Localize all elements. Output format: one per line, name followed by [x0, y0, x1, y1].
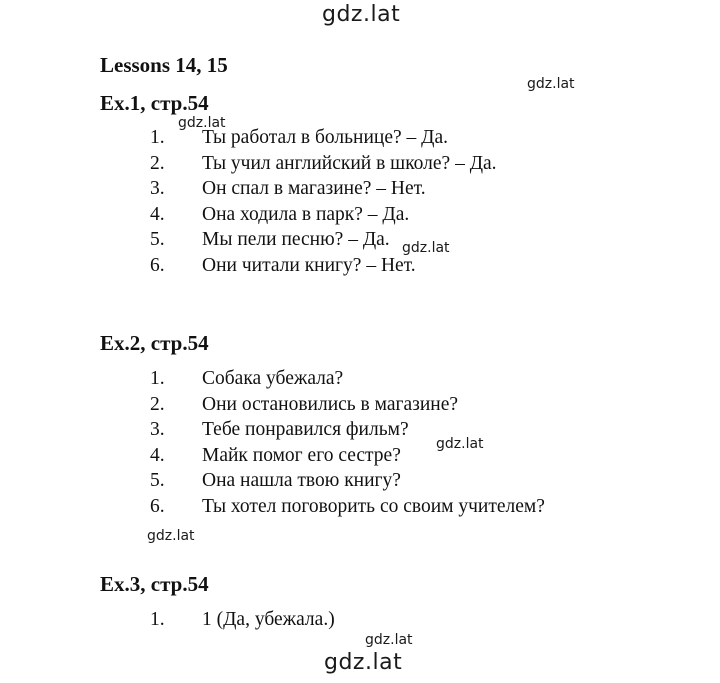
item-number: 6.: [150, 254, 165, 276]
item-number: 1.: [150, 609, 165, 630]
watermark-bottom: gdz.lat: [324, 650, 403, 675]
list-item: [150, 443, 545, 469]
item-number: 2.: [150, 393, 165, 415]
item-number: 6.: [150, 495, 165, 517]
item-text: Собака убежала?: [202, 368, 344, 389]
list-item: [150, 366, 545, 392]
item-text: Мы пели песню? – Да.: [202, 229, 390, 250]
page-title: Lessons 14, 15: [100, 53, 228, 77]
watermark: gdz.lat: [147, 528, 195, 544]
list-item: [150, 151, 497, 177]
list-item: [150, 607, 335, 633]
item-text: 1 (Да, убежала.): [202, 609, 335, 630]
item-text: Она нашла твою книгу?: [202, 470, 401, 491]
list-item: [150, 253, 497, 279]
item-text: Ты работал в больнице? – Да.: [202, 127, 448, 148]
list-item: [150, 417, 545, 443]
item-number: 4.: [150, 444, 165, 466]
item-number: 5.: [150, 229, 165, 250]
item-text: Ты хотел поговорить со своим учителем?: [202, 495, 545, 517]
item-number: 1.: [150, 368, 165, 389]
watermark: gdz.lat: [436, 436, 484, 452]
exercise-2-list: [150, 366, 545, 519]
item-text: Она ходила в парк? – Да.: [202, 203, 410, 225]
exercise-3-list: [150, 607, 335, 633]
item-number: 3.: [150, 419, 165, 440]
exercise-3-heading: Ex.3, стр.54: [100, 572, 209, 596]
item-text: Майк помог его сестре?: [202, 444, 401, 466]
item-text: Он спал в магазине? – Нет.: [202, 178, 426, 199]
list-item: [150, 392, 545, 418]
item-text: Они остановились в магазине?: [202, 393, 459, 415]
item-text: Ты учил английский в школе? – Да.: [202, 152, 497, 174]
list-item: [150, 176, 497, 202]
exercise-1-list: [150, 125, 497, 278]
item-number: 3.: [150, 178, 165, 199]
exercise-1-heading: Ex.1, стр.54: [100, 91, 209, 115]
list-item: [150, 468, 545, 494]
item-text: Они читали книгу? – Нет.: [202, 254, 416, 276]
exercise-2-heading: Ex.2, стр.54: [100, 331, 209, 355]
list-item: [150, 494, 545, 520]
watermark: gdz.lat: [527, 76, 575, 92]
watermark: gdz.lat: [402, 240, 450, 256]
list-item: [150, 227, 497, 253]
item-number: 2.: [150, 152, 165, 174]
list-item: [150, 125, 497, 151]
item-number: 5.: [150, 470, 165, 491]
item-number: 4.: [150, 203, 165, 225]
watermark: gdz.lat: [365, 632, 413, 648]
item-number: 1.: [150, 127, 165, 148]
list-item: [150, 202, 497, 228]
watermark-top: gdz.lat: [322, 2, 401, 27]
item-text: Тебе понравился фильм?: [202, 419, 409, 440]
watermark: gdz.lat: [178, 115, 226, 131]
